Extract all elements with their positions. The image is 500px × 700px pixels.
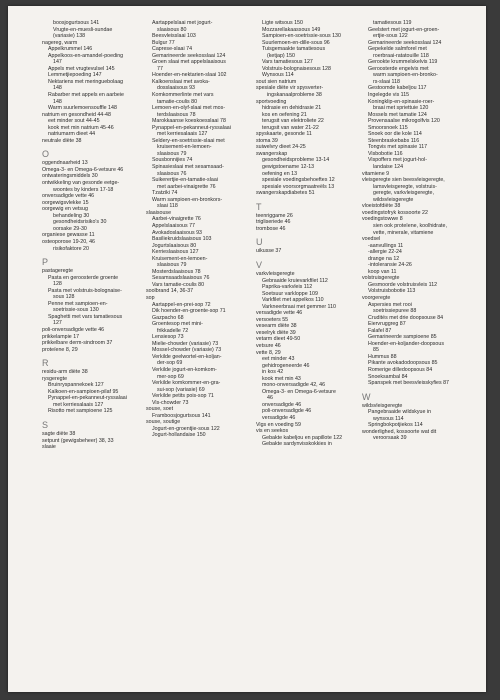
index-entry: Mielie-chowder (variasie) 73 bbox=[152, 340, 219, 347]
index-entry: Snoek oor die kole 114 bbox=[368, 131, 422, 138]
index-entry: Vrugte-en-muesli-sundae bbox=[53, 26, 113, 33]
index-entry: Warm sampioen-en-bronkors- bbox=[152, 196, 223, 203]
index-entry: oorsake 29-30 bbox=[53, 225, 87, 232]
index-entry: Gazpacho 68 bbox=[152, 314, 184, 321]
index-entry: volstruisgeregte bbox=[362, 275, 400, 282]
index-entry: Penne met sampioen-en- bbox=[48, 300, 108, 307]
index-entry: slaaisouse bbox=[146, 209, 172, 216]
index-entry: Aspersies met rooi bbox=[368, 301, 412, 308]
index-entry: slaaie bbox=[42, 444, 56, 451]
index-column-2 bbox=[146, 20, 250, 439]
index-entry: Gemarineerde seekosslaai 124 bbox=[368, 39, 442, 46]
index-entry: Vars tamatiesous 127 bbox=[262, 59, 313, 66]
index-entry: onversadigde 46 bbox=[262, 401, 302, 408]
index-entry: Suikerertjie-en-tamatie-slaai bbox=[152, 177, 218, 184]
index-entry: Sesamsaadslaaisous 76 bbox=[152, 275, 210, 282]
index-entry: tamatie-coulis 80 bbox=[157, 98, 198, 105]
index-entry: veroorsaak 39 bbox=[373, 435, 407, 442]
index-entry: sous 128 bbox=[53, 294, 75, 301]
index-entry: Gemarineerde sampioene 85 bbox=[368, 334, 437, 341]
index-entry: souse, soet bbox=[146, 406, 174, 413]
index-entry: eet minder sout 44-45 bbox=[48, 118, 100, 125]
index-entry: slaaisous 80 bbox=[157, 26, 187, 33]
index-entry: Mozzarellakaassous 149 bbox=[262, 26, 321, 33]
index-entry: Pynappel-en-pekanneut-ryssalaai bbox=[48, 395, 127, 402]
index-entry: tamatiesous 119 bbox=[373, 20, 412, 26]
index-entry: Sampioen-en-soetrissie-sous 130 bbox=[262, 33, 341, 40]
index-entry: sportvoeding bbox=[256, 98, 287, 105]
index-entry: Risotto met sampioene 125 bbox=[48, 408, 113, 415]
index-entry: Steenbraskebabs 116 bbox=[368, 137, 420, 144]
index-entry: Springbokpotjiekos 114 bbox=[368, 422, 423, 429]
index-entry: (ketjap) 150 bbox=[267, 52, 295, 59]
index-entry: Spaghetti met vars tamatiesous bbox=[48, 313, 123, 320]
index-entry: Jogurtslaaisous 80 bbox=[152, 242, 197, 249]
index-entry: Jogurt-en-groentjie-sous 122 bbox=[152, 425, 220, 432]
index-entry: terugsit van elektroliete 22 bbox=[262, 118, 324, 125]
index-entry: osteoporose 19-20, 46 bbox=[42, 238, 96, 245]
index-entry: vesearm diëte 38 bbox=[256, 323, 297, 330]
index-entry: swangerskapdiabetes 51 bbox=[256, 190, 315, 197]
index-entry: Ingelegde vis 115 bbox=[368, 92, 410, 99]
index-entry: souse, soutige bbox=[146, 419, 181, 426]
index-entry: slaaisous 79 bbox=[157, 262, 187, 269]
index-entry: wildsvleisgeregte bbox=[362, 402, 403, 409]
index-letter-heading: U bbox=[256, 237, 263, 248]
index-entry: hidrasie en dehidrasie 21 bbox=[262, 105, 322, 112]
index-entry: in kos 42 bbox=[262, 369, 284, 376]
index-entry: -intoleransie 24-26 bbox=[368, 262, 412, 269]
index-entry: vetarm dieet 49-50 bbox=[256, 336, 301, 343]
index-entry: Mossel-chowder (variasie) 73 bbox=[152, 347, 222, 354]
index-entry: Appelkoos-en-amandel-poeding bbox=[48, 52, 124, 59]
index-entry: 148 bbox=[53, 85, 62, 92]
index-entry: Aartappelslaai met jogurt- bbox=[152, 20, 213, 26]
index-entry: Aarbei-vinaigrette 76 bbox=[152, 216, 201, 223]
index-column-4 bbox=[362, 20, 466, 442]
index-entry: spyskaarte, gesonde 11 bbox=[256, 131, 312, 138]
index-entry: rs-slaai 118 bbox=[373, 78, 400, 85]
index-entry: neutrale diëte 38 bbox=[42, 137, 82, 144]
index-entry: sien ook proteïene, koolhidrate, bbox=[373, 222, 447, 229]
index-entry: der-sop 69 bbox=[157, 360, 183, 367]
index-entry: geregte, varkvleisgeregte, bbox=[373, 190, 434, 197]
index-entry: oggendnaarheid 13 bbox=[42, 160, 88, 167]
index-entry: Gebraaide kruievarkfilet 112 bbox=[262, 277, 328, 284]
index-letter-heading: T bbox=[256, 201, 262, 212]
index-letter-heading: W bbox=[362, 391, 371, 402]
index-letter-heading: O bbox=[42, 149, 50, 160]
index-entry: trigliseriede 46 bbox=[256, 219, 291, 226]
index-entry: 46 bbox=[267, 395, 273, 402]
index-entry: Basiliekruidslaaisous 103 bbox=[152, 236, 212, 243]
index-entry: warm sampioen-en-bronko- bbox=[373, 72, 438, 79]
index-entry: risikofaktore 20 bbox=[53, 245, 89, 252]
index-entry: Appelkrummel 146 bbox=[48, 46, 93, 53]
index-entry: teenriggame 26 bbox=[256, 212, 293, 219]
index-entry: onversadigde vette 46 bbox=[42, 193, 95, 200]
index-letter-heading: P bbox=[42, 257, 49, 268]
index-entry: Pikante avokadodoopsous 85 bbox=[368, 360, 438, 367]
index-entry: kruisement-en-lemoen- bbox=[157, 144, 212, 151]
index-entry: Eiervruggreg 87 bbox=[368, 321, 406, 328]
index-entry: Wynsous 114 bbox=[262, 72, 294, 79]
index-entry: ontwikkeling van gesonde eetge- bbox=[42, 180, 120, 187]
index-entry: (variasie) 138 bbox=[53, 33, 86, 40]
index-entry: Crudités met drie doopsouse 84 bbox=[368, 314, 444, 321]
index-entry: vleisgeregte sien beesvleisgeregte, bbox=[362, 177, 445, 184]
index-entry: voedsel bbox=[362, 236, 381, 243]
index-entry: oefening en 13 bbox=[262, 170, 298, 177]
index-entry: Hummus 88 bbox=[368, 353, 397, 360]
index-entry: Tongvis met spinasie 117 bbox=[368, 144, 428, 151]
index-entry: Gebakte kabeljou en papillote 122 bbox=[262, 434, 343, 441]
index-entry: ertjie-sous 122 bbox=[373, 33, 408, 40]
index-entry: natrium en gesondheid 44-48 bbox=[42, 111, 111, 118]
index-entry: Bruinryspannekoek 127 bbox=[48, 382, 104, 389]
index-entry: Hoender-en-koljander-doopsous bbox=[368, 340, 444, 347]
index-entry: braai met spriettuie 120 bbox=[373, 105, 429, 112]
index-entry: lamsvleisgeregte, volstruis- bbox=[373, 183, 437, 190]
index-entry: Gestoomde kabeljou 117 bbox=[368, 85, 427, 92]
index-entry: Dik hoender-en-groente-sop 71 bbox=[152, 308, 226, 315]
index-entry: Gepekelde salmforel met bbox=[368, 46, 427, 53]
index-entry: roerbraai-ratatouille 118 bbox=[373, 52, 429, 59]
index-entry: Seldery-en-soetrissie-slaai met bbox=[152, 137, 225, 144]
index-entry: Caprese-slaai 74 bbox=[152, 46, 193, 53]
index-entry: Pynappel-en-pekanneut-ryssalaai bbox=[152, 124, 231, 131]
index-entry: soetrissie-sous 130 bbox=[53, 307, 99, 314]
index-entry: sui-sop (variasie) 69 bbox=[157, 386, 205, 393]
index-entry: Verkilde komkommer-en-gra- bbox=[152, 380, 221, 387]
index-entry: Geelstert met jogurt-en-groen- bbox=[368, 26, 440, 33]
index-entry: Lemmetjiepoeding 147 bbox=[48, 72, 102, 79]
index-entry: Tzatziki 74 bbox=[152, 190, 178, 197]
index-entry: vette 8, 29 bbox=[256, 349, 281, 356]
index-entry: woontes by kinders 17-18 bbox=[53, 186, 114, 193]
index-entry: 147 bbox=[53, 59, 62, 66]
index-entry: Kalkoen-en-sampioen-pilaf 95 bbox=[48, 388, 119, 395]
index-entry: kook met min 43 bbox=[262, 375, 301, 382]
index-entry: kos en oefening 21 bbox=[262, 111, 307, 118]
index-entry: Sousbonnijies 74 bbox=[152, 157, 193, 164]
index-entry: slaaisous 76 bbox=[157, 170, 187, 177]
index-letter-heading: V bbox=[256, 259, 263, 270]
index-entry: Pangebraaide wildskyue in bbox=[368, 409, 432, 416]
index-entry: met kerriesalaais 127 bbox=[53, 401, 104, 408]
index-entry: wonderlighed, kossoorte wat dit bbox=[362, 428, 437, 435]
index-entry: Gerookte krummelskelvis 119 bbox=[368, 59, 438, 66]
index-entry: 127 bbox=[53, 320, 62, 327]
index-entry: gewigstoename 12-13 bbox=[262, 164, 315, 171]
index-entry: Vars tamatie-coulis 80 bbox=[152, 281, 205, 288]
index-entry: mer-sop 69 bbox=[157, 373, 184, 380]
index-entry: sout sien natrium bbox=[256, 78, 297, 85]
index-entry: gehidrogeneerde 46 bbox=[262, 362, 310, 369]
index-entry: swangerskap bbox=[256, 150, 288, 157]
index-entry: terugsit van water 21-22 bbox=[262, 124, 319, 131]
index-entry: oorgewig en vetsug bbox=[42, 206, 88, 213]
index-entry: Groentesop met mini- bbox=[152, 321, 203, 328]
index-entry: Rabarber met appels en aarbeie bbox=[48, 92, 124, 99]
index-entry: poli-onversadigde 46 bbox=[262, 408, 312, 415]
index-entry: met aarbei-vinaigrette 76 bbox=[157, 183, 216, 190]
index-entry: rysgeregte bbox=[42, 375, 68, 382]
index-page bbox=[8, 6, 486, 692]
index-entry: 77 bbox=[157, 65, 163, 72]
index-entry: vloeistofdiëte 38 bbox=[362, 203, 401, 210]
index-entry: Visbobotie 116 bbox=[368, 150, 403, 157]
index-entry: Marokkaanse koeskoesslaai 78 bbox=[152, 118, 226, 125]
index-entry: varkvleisgeregte bbox=[256, 270, 295, 277]
index-entry: Volstruisbobotie 113 bbox=[368, 288, 416, 295]
index-entry: Geroosterde engelvis met bbox=[368, 65, 429, 72]
index-entry: behandeling 30 bbox=[53, 212, 90, 219]
index-entry: Koningklip-en-spinasie-roer- bbox=[368, 98, 435, 105]
index-entry: suiwelvry dieet 24-25 bbox=[256, 144, 306, 151]
index-entry: Warm suurlemoensouffle 148 bbox=[48, 105, 117, 112]
index-entry: uikusse 37 bbox=[256, 248, 282, 255]
index-entry: Verkilde jogurt-en-komkom- bbox=[152, 366, 217, 373]
index-column-3 bbox=[256, 20, 360, 448]
index-entry: terdslaaisous 78 bbox=[157, 111, 196, 118]
index-entry: soetrissiepuree 88 bbox=[373, 308, 417, 315]
index-entry: Tuisgemaakte tamatiesous bbox=[262, 46, 326, 53]
index-entry: Pasta en geroosterde groente bbox=[48, 274, 119, 281]
index-column-1 bbox=[42, 20, 146, 451]
index-entry: Provensaalse mikrogolfvis 120 bbox=[368, 118, 440, 125]
index-entry: eet minder 43 bbox=[262, 356, 295, 363]
index-entry: residu-arm diëte 38 bbox=[42, 369, 88, 376]
index-entry: 148 bbox=[53, 98, 62, 105]
index-entry: Aartappel-en-prei-sop 72 bbox=[152, 301, 211, 308]
index-entry: slaaisous 79 bbox=[157, 150, 187, 157]
index-letter-heading: R bbox=[42, 358, 49, 369]
index-entry: landaise 124 bbox=[373, 164, 404, 171]
index-entry: Ligte witsous 150 bbox=[262, 20, 303, 26]
index-entry: 85 bbox=[373, 347, 379, 354]
index-entry: Kerrieslaaisous 127 bbox=[152, 249, 199, 256]
index-entry: wildsvleisgeregte bbox=[373, 196, 414, 203]
index-entry: gesondheidsrisiko's 30 bbox=[53, 219, 107, 226]
index-entry: Appelslaaisous 77 bbox=[152, 222, 195, 229]
index-entry: voorgeregte bbox=[362, 294, 391, 301]
index-entry: Gemarineerde seekosslaai 124 bbox=[152, 52, 226, 59]
index-entry: poli-onversadigde vette 46 bbox=[42, 326, 105, 333]
index-entry: Groen slaai met appelslaaisous bbox=[152, 59, 226, 66]
index-entry: Verkilde geelwortel-en-koljan- bbox=[152, 353, 222, 360]
index-entry: Hoender-en-nektarien-slaai 102 bbox=[152, 72, 227, 79]
index-entry: voedingstofryk kossoorte 22 bbox=[362, 209, 428, 216]
index-entry: Appels met vrugtevulsel 145 bbox=[48, 65, 115, 72]
index-entry: prikkelbare derm-sindroom 37 bbox=[42, 340, 113, 347]
index-entry: Beesvleisslaai 103 bbox=[152, 33, 196, 40]
index-entry: vitamiene 9 bbox=[362, 170, 390, 177]
index-entry: trombose 46 bbox=[256, 225, 286, 232]
index-entry: natriumarm dieet 44 bbox=[48, 131, 96, 138]
index-entry: Kalkoenslaai met avoka- bbox=[152, 78, 210, 85]
index-entry: Framboosjogurtsous 141 bbox=[152, 412, 211, 419]
index-entry: Falafel 87 bbox=[368, 327, 392, 334]
index-entry: spesiale diëte vir spysverter- bbox=[256, 85, 324, 92]
index-entry: frikkadelle 72 bbox=[157, 327, 189, 334]
index-entry: vette, minerale, vitamiene bbox=[373, 229, 434, 236]
index-entry: Spanspek met beesvleisskyfies 87 bbox=[368, 380, 449, 387]
index-entry: -aanvullings 11 bbox=[368, 242, 404, 249]
index-entry: sop bbox=[146, 294, 155, 301]
index-entry: kook met min natrium 45-46 bbox=[48, 124, 114, 131]
index-entry: Varkneerbraai met gemmer 110 bbox=[262, 303, 336, 310]
index-entry: gesondheidsprobleme 13-14 bbox=[262, 157, 330, 164]
index-entry: oorgewigsvlekke 15 bbox=[42, 199, 89, 206]
index-entry: stoma 39 bbox=[256, 137, 278, 144]
index-entry: Varkfilet met appelkos 110 bbox=[262, 297, 324, 304]
index-entry: Nektariens met meringuebolaag bbox=[48, 78, 124, 85]
index-entry: Pasta met volstruis-bolognaise- bbox=[48, 287, 122, 294]
index-entry: Soetsuur varkloppe 109 bbox=[262, 290, 318, 297]
index-entry: boosjogurtsous 141 bbox=[53, 20, 100, 26]
index-entry: proteïene 8, 29 bbox=[42, 346, 78, 353]
index-entry: spesiale voorsorgmaatreëls 13 bbox=[262, 183, 335, 190]
index-entry: sagte diëte 38 bbox=[42, 430, 76, 437]
index-entry: koop van 11 bbox=[368, 268, 397, 275]
index-entry: Snoeksambal 84 bbox=[368, 373, 408, 380]
index-entry: vis en seekos bbox=[256, 428, 289, 435]
index-entry: Omega-3- en Omega-6-vetsure bbox=[262, 388, 336, 395]
index-entry: Mossels met tamatie 124 bbox=[368, 111, 427, 118]
index-entry: -allergie 22-24 bbox=[368, 249, 402, 256]
index-entry: Spinasieslaai met sesamsaad- bbox=[152, 164, 224, 171]
index-entry: pastageregte bbox=[42, 268, 73, 275]
index-entry: Paprika-varkvleis 112 bbox=[262, 284, 313, 291]
index-entry: prikkelampie 17 bbox=[42, 333, 80, 340]
index-entry: veselryk diëte 39 bbox=[256, 329, 296, 336]
index-entry: voedingstowwe 8 bbox=[362, 216, 403, 223]
index-entry: Verkilde petits pois-sop 71 bbox=[152, 393, 214, 400]
index-entry: Lensiesop 73 bbox=[152, 334, 184, 341]
index-entry: versadigde 46 bbox=[262, 414, 296, 421]
index-entry: dosslaaisous 93 bbox=[157, 85, 195, 92]
index-entry: met kerriesalaais 127 bbox=[157, 131, 208, 138]
index-entry: mono-onversadigde 42, 46 bbox=[262, 382, 326, 389]
index-entry: Bulgur 77 bbox=[152, 39, 175, 46]
index-entry: drange na 12 bbox=[368, 255, 400, 262]
index-entry: nagereg, warm bbox=[42, 39, 78, 46]
index-entry: versoeters 55 bbox=[256, 316, 289, 323]
index-entry: Jogurt-hollandaise 150 bbox=[152, 432, 206, 439]
index-entry: Komkommerlinte met vars bbox=[152, 92, 214, 99]
index-entry: Vispoffers met jogurt-hol- bbox=[368, 157, 427, 164]
index-entry: spesiale voedingsbehoeftes 12 bbox=[262, 177, 335, 184]
index-entry: Smoorsnoek 115 bbox=[368, 124, 408, 131]
index-entry: 128 bbox=[53, 281, 62, 288]
index-entry: Avokadoslaaisous 93 bbox=[152, 229, 202, 236]
index-entry: Mosterdslaaisous 78 bbox=[152, 268, 201, 275]
index-entry: wynsous 114 bbox=[373, 415, 404, 422]
index-entry: soolbrand 14, 36-37 bbox=[146, 288, 194, 295]
index-entry: setpunt (gewigsbeheer) 38, 33 bbox=[42, 437, 114, 444]
index-entry: organiese gewasse 11 bbox=[42, 232, 95, 239]
index-entry: Gesmoorde volstruisvleis 112 bbox=[368, 281, 438, 288]
index-entry: Vis-chowder 73 bbox=[152, 399, 189, 406]
index-entry: ontwateringsmiddels 30 bbox=[42, 173, 98, 180]
index-letter-heading: S bbox=[42, 419, 49, 430]
index-entry: Omega-3- en Omega-6-vetsure 46 bbox=[42, 166, 124, 173]
index-entry: Lemoen-en-olyf-slaai met mos- bbox=[152, 105, 226, 112]
index-entry: Suurlemoen-en-dille-sous 96 bbox=[262, 39, 330, 46]
index-entry: Romerige dilledoopsous 84 bbox=[368, 366, 433, 373]
index-entry: Gebakte sardynvisskokkies in bbox=[262, 441, 332, 448]
index-entry: ingskanaalprobleme 38 bbox=[267, 92, 322, 99]
index-entry: Kruisement-en-lemoen- bbox=[152, 255, 208, 262]
index-entry: vetsure 46 bbox=[256, 342, 281, 349]
index-entry: Volstruis-bolognaisesous 128 bbox=[262, 65, 331, 72]
index-entry: versadigde vette 46 bbox=[256, 310, 303, 317]
index-entry: Vigs en voeding 59 bbox=[256, 421, 301, 428]
index-entry: slaai 118 bbox=[157, 203, 178, 210]
